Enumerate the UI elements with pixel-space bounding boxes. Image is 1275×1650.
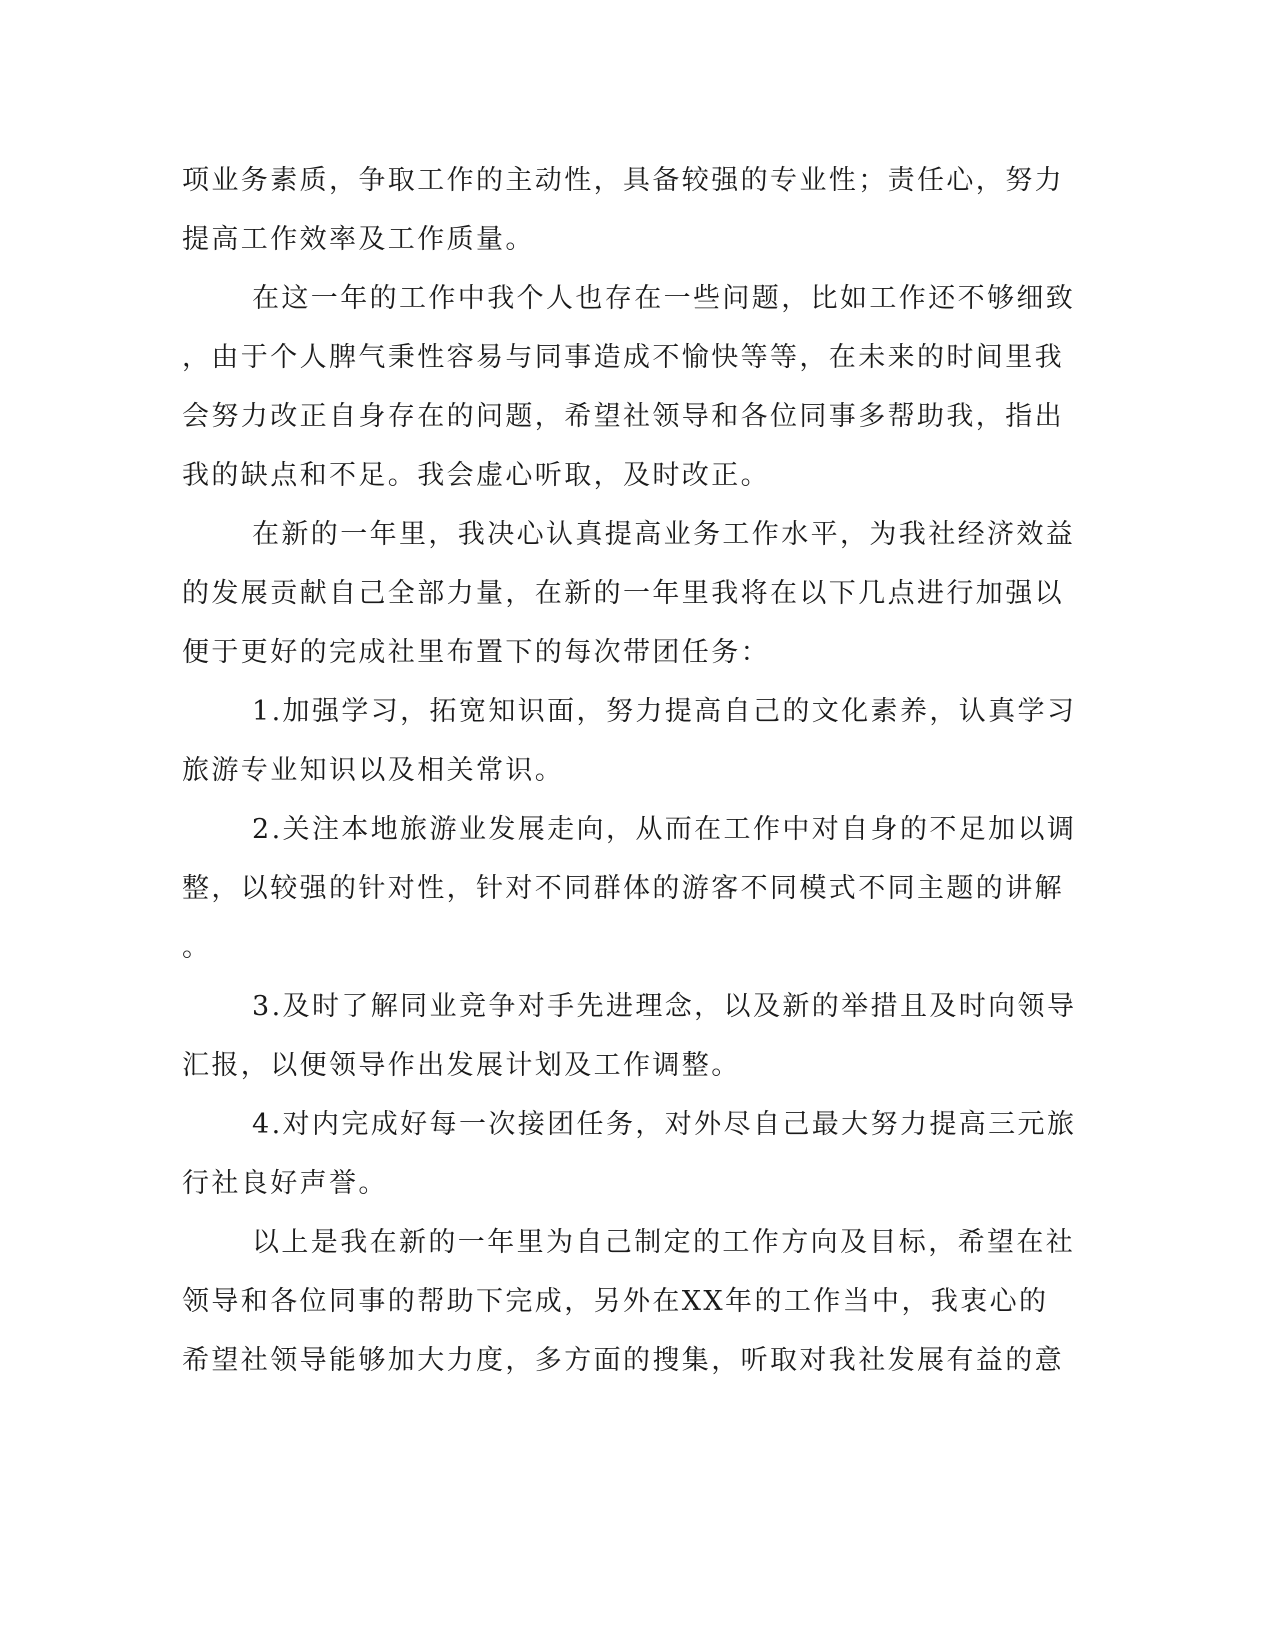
text-line: 行社良好声誉。 (182, 1168, 388, 1199)
text-line: 提高工作效率及工作质量。 (182, 224, 535, 255)
text-line: 的发展贡献自己全部力量，在新的一年里我将在以下几点进行加强以 (182, 578, 1064, 609)
paragraph-line: 以上是我在新的一年里为自己制定的工作方向及目标，希望在社 (252, 1227, 1076, 1258)
list-item-line: 4.对内完成好每一次接团任务，对外尽自己最大努力提高三元旅 (252, 1109, 1077, 1140)
text-line: 领导和各位同事的帮助下完成，另外在XX年的工作当中，我衷心的 (182, 1286, 1049, 1317)
list-item-line: 2.关注本地旅游业发展走向，从而在工作中对自身的不足加以调 (252, 814, 1077, 845)
paragraph-line: 在这一年的工作中我个人也存在一些问题，比如工作还不够细致 (252, 283, 1076, 314)
text-line: 我的缺点和不足。我会虚心听取，及时改正。 (182, 460, 770, 491)
text-line: 项业务素质，争取工作的主动性，具备较强的专业性；责任心，努力 (182, 165, 1064, 196)
text-line: 会努力改正自身存在的问题，希望社领导和各位同事多帮助我，指出 (182, 401, 1064, 432)
paragraph-line: 在新的一年里，我决心认真提高业务工作水平，为我社经济效益 (252, 519, 1076, 550)
text-line: 便于更好的完成社里布置下的每次带团任务： (182, 637, 770, 668)
list-item-line: 1.加强学习，拓宽知识面，努力提高自己的文化素养，认真学习 (252, 696, 1077, 727)
text-line: 整，以较强的针对性，针对不同群体的游客不同模式不同主题的讲解 (182, 873, 1064, 904)
text-line: ，由于个人脾气秉性容易与同事造成不愉快等等，在未来的时间里我 (182, 342, 1064, 373)
list-item-line: 3.及时了解同业竞争对手先进理念，以及新的举措且及时向领导 (252, 991, 1077, 1022)
text-line: 希望社领导能够加大力度，多方面的搜集，听取对我社发展有益的意 (182, 1345, 1064, 1376)
text-line: 旅游专业知识以及相关常识。 (182, 755, 565, 786)
text-line: 汇报，以便领导作出发展计划及工作调整。 (182, 1050, 741, 1081)
text-line: 。 (182, 932, 212, 963)
